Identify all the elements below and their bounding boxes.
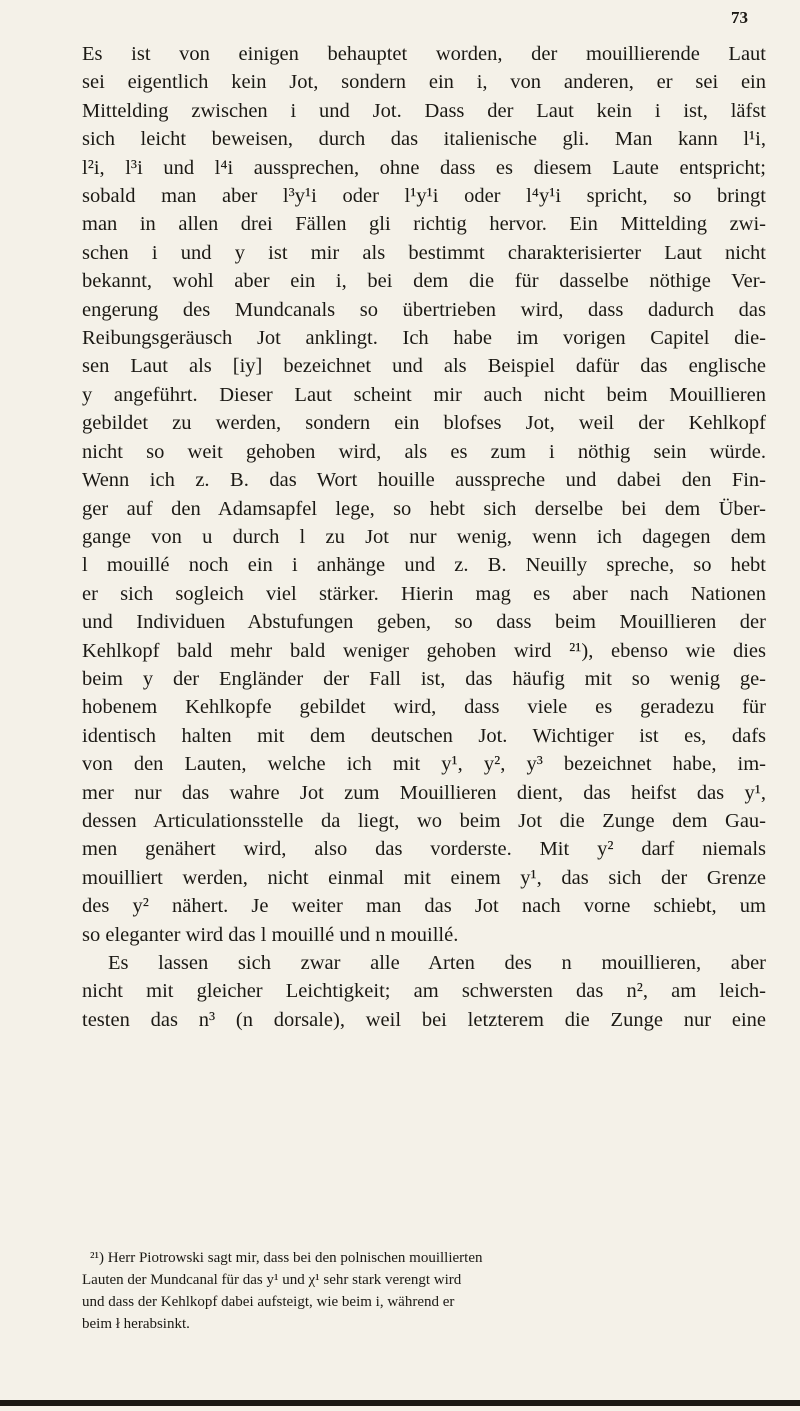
text-line: l²i, l³i und l⁴i aussprechen, ohne dass es diesem Laute entspricht; xyxy=(82,156,766,179)
page-number: 73 xyxy=(731,8,748,27)
text-line: von den Lauten, welche ich mit y¹, y², y³ bezeichnet habe, im- xyxy=(82,753,766,776)
text-line: gebildet zu werden, sondern ein blofses Jot, weil der Kehlkopf xyxy=(82,412,766,435)
text-line: l mouillé noch ein i anhänge und z. B. Neuilly spreche, so hebt xyxy=(82,554,766,577)
text-line: Reibungsgeräusch Jot anklingt. Ich habe im vorigen Capitel die- xyxy=(82,327,766,350)
text-line: so eleganter wird das l mouillé und n mouillé. xyxy=(82,923,459,946)
footnote-line: Lauten der Mundcanal für das y¹ und χ¹ sehr stark verengt wird xyxy=(82,1272,462,1288)
text-line: sich leicht beweisen, durch das italienische gli. Man kann l¹i, xyxy=(82,128,766,151)
text-line: gange von u durch l zu Jot nur wenig, wenn ich dagegen dem xyxy=(82,525,766,548)
text-line: Es ist von einigen behauptet worden, der mouillierende Laut xyxy=(82,43,766,65)
text-line: Es lassen sich zwar alle Arten des n mouillieren, aber xyxy=(108,952,766,974)
text-line: nicht so weit gehoben wird, als es zum i nöthig sein würde. xyxy=(82,440,766,463)
text-line: dessen Articulationsstelle da liegt, wo beim Jot die Zunge dem Gau- xyxy=(82,809,766,832)
text-line: mer nur das wahre Jot zum Mouillieren dient, das heifst das y¹, xyxy=(82,781,766,804)
text-line: hobenem Kehlkopfe gebildet wird, dass viele es geradezu für xyxy=(82,696,766,719)
text-line: ger auf den Adamsapfel lege, so hebt sich derselbe bei dem Über- xyxy=(82,497,766,520)
footnote-line: und dass der Kehlkopf dabei aufsteigt, wie beim i, während er xyxy=(82,1294,455,1310)
text-line: und Individuen Abstufungen geben, so dass beim Mouillieren der xyxy=(82,611,766,634)
text-line: beim y der Engländer der Fall ist, das häufig mit so wenig ge- xyxy=(82,667,766,690)
text-line: sei eigentlich kein Jot, sondern ein i, von anderen, er sei ein xyxy=(82,71,766,94)
text-line: identisch halten mit dem deutschen Jot. Wichtiger ist es, dafs xyxy=(82,724,766,747)
text-line: Mittelding zwischen i und Jot. Dass der Laut kein i ist, läfst xyxy=(82,99,766,122)
text-line: er sich sogleich viel stärker. Hierin mag es aber nach Nationen xyxy=(82,582,766,605)
text-line: des y² nähert. Je weiter man das Jot nach vorne schiebt, um xyxy=(82,895,766,918)
text-line: Kehlkopf bald mehr bald weniger gehoben wird ²¹), ebenso wie dies xyxy=(82,639,766,662)
text-line: Wenn ich z. B. das Wort houille ausspreche und dabei den Fin- xyxy=(82,469,766,492)
footnote-line: ²¹) Herr Piotrowski sagt mir, dass bei den polnischen mouillierten xyxy=(90,1250,483,1266)
text-line: engerung des Mundcanals so übertrieben wird, dass dadurch das xyxy=(82,298,766,321)
text-line: sen Laut als [iy] bezeichnet und als Beispiel dafür das englische xyxy=(82,355,766,378)
text-line: mouilliert werden, nicht einmal mit einem y¹, das sich der Grenze xyxy=(82,866,766,889)
text-line: bekannt, wohl aber ein i, bei dem die für dasselbe nöthige Ver- xyxy=(82,270,766,293)
body-text xyxy=(82,40,766,1034)
text-line: man in allen drei Fällen gli richtig hervor. Ein Mittelding zwi- xyxy=(82,213,766,236)
text-line: y angeführt. Dieser Laut scheint mir auch nicht beim Mouillieren xyxy=(82,383,766,406)
text-line: schen i und y ist mir als bestimmt charakterisierter Laut nicht xyxy=(82,241,766,264)
text-line: nicht mit gleicher Leichtigkeit; am schwersten das n², am leich- xyxy=(82,980,766,1003)
footnote xyxy=(82,1247,766,1335)
page-bottom-rule xyxy=(0,1400,800,1406)
text-line: testen das n³ (n dorsale), weil bei letzterem die Zunge nur eine xyxy=(82,1008,766,1031)
text-line: men genähert wird, also das vorderste. Mit y² darf niemals xyxy=(82,838,766,861)
footnote-line: beim ł herabsinkt. xyxy=(82,1316,190,1332)
text-line: sobald man aber l³y¹i oder l¹y¹i oder l⁴y¹i spricht, so bringt xyxy=(82,185,766,208)
